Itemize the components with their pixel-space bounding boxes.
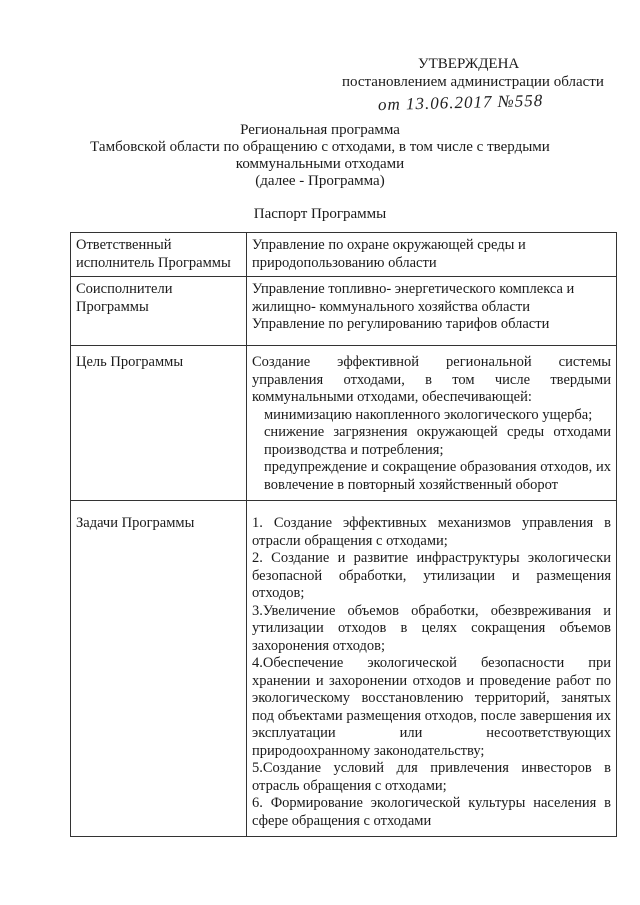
goal-item: минимизацию накопленного экологического ущерба; [264,406,593,423]
goal-item: предупреждение и сокращение образования отходов, их вовлечение в повторный хозяйственный оборот [264,459,611,493]
row-value-responsible: Управление по охране окружающей среды и природопользованию области [247,233,617,277]
goal-intro: Создание эффективной региональной системы управления отходами, в том числе твердыми коммунальными отходами, обеспечивающей: [252,354,611,405]
handwritten-date-number: от 13.06.2017 №558 [377,90,544,115]
program-title-line: Тамбовской области по обращению с отходами, в том числе с твердыми [90,139,550,155]
program-title-line: (далее - Программа) [255,173,385,189]
table-row [71,501,617,837]
row-value-tasks [247,501,617,837]
row-value-coexecutors [247,277,617,346]
task-item: 5.Создание условий для привлечения инвесторов в отрасль обращения с отходами; [252,760,611,794]
coexecutor-item: Управление топливно- энергетического комплекса и жилищно- коммунального хозяйства области [252,281,575,315]
table-row [71,277,617,346]
passport-table [70,232,617,837]
passport-title: Паспорт Программы [253,206,387,222]
row-value-goal [247,346,617,501]
row-label-tasks: Задачи Программы [71,501,247,837]
program-title-line: Региональная программа [240,122,400,138]
task-item: 1. Создание эффективных механизмов управления в отрасли обращения с отходами; [252,515,611,549]
goal-item: снижение загрязнения окружающей среды отходами производства и потребления; [264,424,611,458]
task-item: 6. Формирование экологической культуры населения в сфере обращения с отходами [252,795,611,829]
approval-stamp-label: УТВЕРЖДЕНА [418,56,520,72]
row-label-coexecutors: Соисполнители Программы [71,277,247,346]
task-item: 4.Обеспечение экологической безопасности при хранении и захоронении отходов и проведение работ по экологическому восстановлению территорий, занятых под объектами размещения отходов, после завершения их эксплуатации или несоответствующих природоохранному законодательству; [252,655,611,759]
program-title-line: коммунальными отходами [235,156,405,172]
table-row [71,233,617,277]
row-label-goal: Цель Программы [71,346,247,501]
task-item: 3.Увеличение объемов обработки, обезвреживания и утилизации отходов в целях сокращения объемов захоронения отходов; [252,602,611,654]
table-row [71,346,617,501]
task-item: 2. Создание и развитие инфраструктуры экологически безопасной обработки, утилизации и размещения отходов; [252,550,611,601]
coexecutor-item: Управление по регулированию тарифов области [252,316,550,332]
decree-line: постановлением администрации области [342,74,604,90]
row-label-responsible: Ответственный исполнитель Программы [71,233,247,277]
program-title [70,122,570,190]
